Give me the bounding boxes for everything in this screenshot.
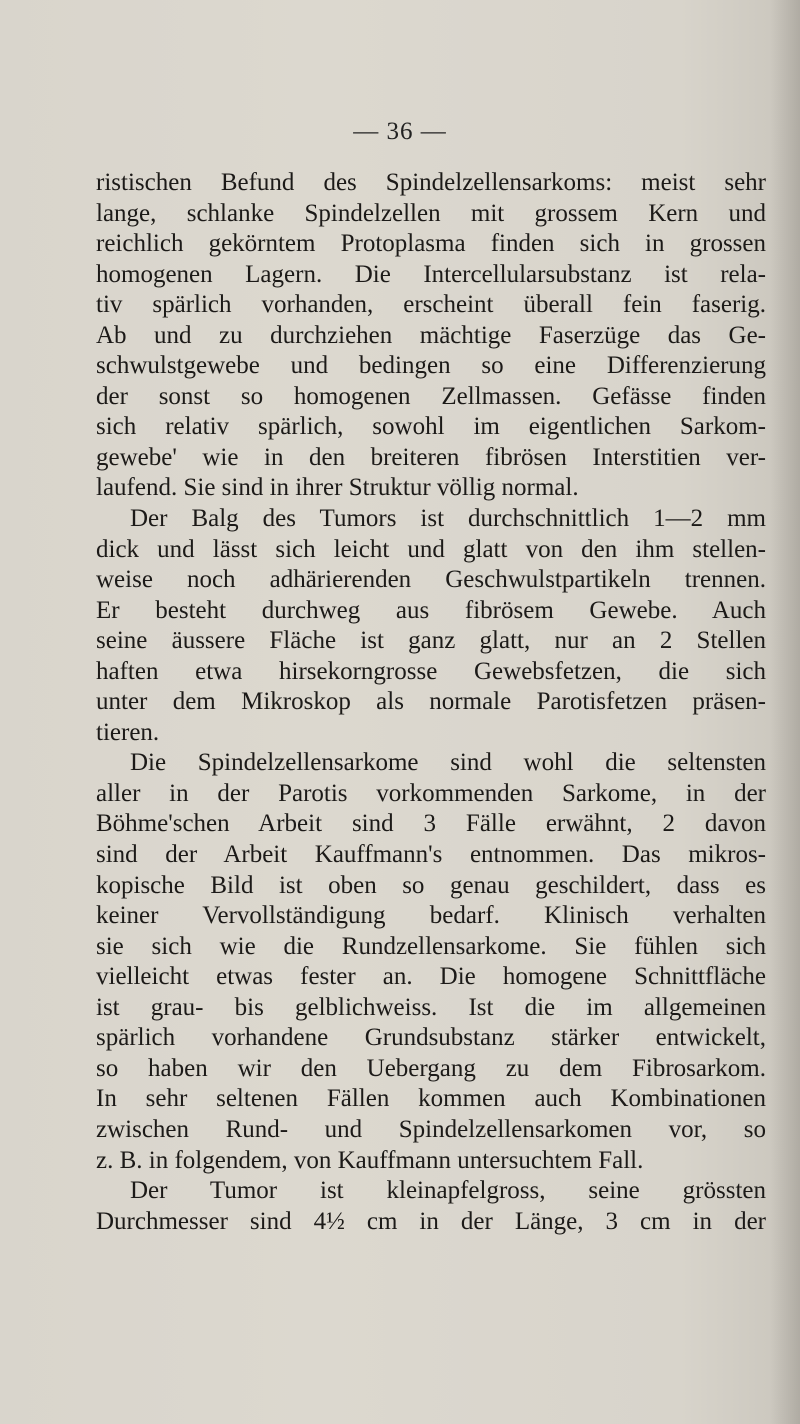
text-line: lange, schlanke Spindelzellen mit grossem Kern und bbox=[96, 199, 766, 227]
text-line: spärlich vorhandene Grundsubstanz stärker entwickelt, bbox=[96, 1024, 766, 1052]
text-line: kopische Bild ist oben so genau geschildert, dass es bbox=[96, 871, 766, 899]
text-line: homogenen Lagern. Die Intercellularsubstanz ist rela- bbox=[96, 260, 766, 288]
text-line: zwischen Rund- und Spindelzellensarkomen vor, so bbox=[96, 1115, 766, 1143]
text-line: Ab und zu durchziehen mächtige Faserzüge das Ge- bbox=[96, 321, 766, 349]
text-line: Böhme'schen Arbeit sind 3 Fälle erwähnt, 2 davon bbox=[96, 810, 766, 838]
text-line: ist grau- bis gelblichweiss. Ist die im allgemeinen bbox=[96, 993, 766, 1021]
text-line: dick und lässt sich leicht und glatt von den ihm stellen- bbox=[96, 535, 766, 563]
text-line: In sehr seltenen Fällen kommen auch Kombinationen bbox=[96, 1085, 766, 1113]
text-line: laufend. Sie sind in ihrer Struktur völlig normal. bbox=[96, 474, 579, 502]
body-text bbox=[96, 168, 766, 1237]
text-line: Er besteht durchweg aus fibrösem Gewebe. Auch bbox=[96, 596, 766, 624]
text-line: reichlich gekörntem Protoplasma finden sich in grossen bbox=[96, 230, 766, 258]
text-line: schwulstgewebe und bedingen so eine Differenzierung bbox=[96, 352, 766, 380]
text-line: unter dem Mikroskop als normale Parotisfetzen präsen- bbox=[96, 688, 766, 716]
text-line: gewebe' wie in den breiteren fibrösen Interstitien ver- bbox=[96, 443, 766, 471]
text-line: Der Balg des Tumors ist durchschnittlich 1—2 mm bbox=[130, 505, 766, 533]
text-line: haften etwa hirsekorngrosse Gewebsfetzen, die sich bbox=[96, 657, 766, 685]
text-line: aller in der Parotis vorkommenden Sarkome, in der bbox=[96, 779, 766, 807]
text-line: sind der Arbeit Kauffmann's entnommen. Das mikros- bbox=[96, 841, 766, 869]
text-line: tiv spärlich vorhanden, erscheint überall fein faserig. bbox=[96, 291, 766, 319]
page-number: — 36 — bbox=[353, 118, 447, 145]
text-line: sie sich wie die Rundzellensarkome. Sie fühlen sich bbox=[96, 932, 766, 960]
text-line: weise noch adhärierenden Geschwulstpartikeln trennen. bbox=[96, 566, 766, 594]
text-line: Die Spindelzellensarkome sind wohl die seltensten bbox=[130, 749, 766, 777]
text-line: keiner Vervollständigung bedarf. Klinisch verhalten bbox=[96, 902, 766, 930]
text-line: Der Tumor ist kleinapfelgross, seine grössten bbox=[130, 1177, 766, 1205]
text-line: ristischen Befund des Spindelzellensarkoms: meist sehr bbox=[96, 169, 766, 196]
page-edge-shadow bbox=[770, 0, 800, 1424]
text-line: Durchmesser sind 4½ cm in der Länge, 3 cm in der bbox=[96, 1207, 766, 1235]
text-line: der sonst so homogenen Zellmassen. Gefässe finden bbox=[96, 382, 766, 410]
text-line: sich relativ spärlich, sowohl im eigentlichen Sarkom- bbox=[96, 413, 766, 441]
text-line: z. B. in folgendem, von Kauffmann untersuchtem Fall. bbox=[96, 1146, 644, 1174]
text-line: seine äussere Fläche ist ganz glatt, nur an 2 Stellen bbox=[96, 627, 766, 655]
text-line: vielleicht etwas fester an. Die homogene Schnittfläche bbox=[96, 963, 766, 991]
text-line: so haben wir den Uebergang zu dem Fibrosarkom. bbox=[96, 1054, 766, 1082]
text-line: tieren. bbox=[96, 718, 160, 746]
